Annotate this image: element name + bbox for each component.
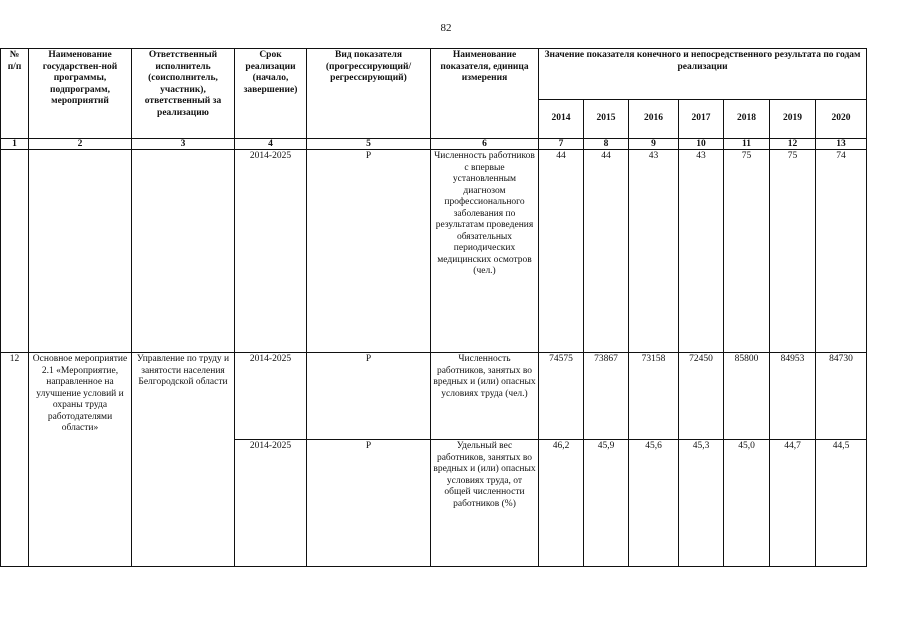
row-value: 75 [724,150,770,353]
row-value: 43 [679,150,724,353]
col-number: 5 [307,139,431,150]
row-value: 84953 [770,353,816,440]
row-value: 44,5 [816,440,867,567]
row-name [29,150,132,353]
header-indicator: Наименование показателя, единица измерения [431,49,539,139]
row-value: 45,0 [724,440,770,567]
header-year: 2020 [816,100,867,139]
row-term: 2014-2025 [235,150,307,353]
header-responsible: Ответственный исполнитель (соисполнитель, участник), ответственный за реализацию [132,49,235,139]
col-number: 1 [1,139,29,150]
header-year: 2018 [724,100,770,139]
row-value: 46,2 [539,440,584,567]
row-indicator: Удельный вес работников, занятых во вредных и (или) опасных условиях труда, от общей численности работников (%) [431,440,539,567]
row-value: 75 [770,150,816,353]
header-values: Значение показателя конечного и непосредственного результата по годам реализации [539,49,867,100]
row-indicator: Численность работников, занятых во вредных и (или) опасных условиях труда (чел.) [431,353,539,440]
row-value: 44 [539,150,584,353]
header-year: 2014 [539,100,584,139]
col-number: 6 [431,139,539,150]
col-number: 12 [770,139,816,150]
header-year: 2017 [679,100,724,139]
row-term: 2014-2025 [235,353,307,440]
col-number: 3 [132,139,235,150]
row-num: 12 [1,353,29,567]
col-number: 4 [235,139,307,150]
row-value: 44 [584,150,629,353]
row-term: 2014-2025 [235,440,307,567]
header-name: Наименование государствен-ной программы, подпрограмм, мероприятий [29,49,132,139]
row-value: 43 [629,150,679,353]
col-number: 2 [29,139,132,150]
row-name: Основное мероприятие 2.1 «Мероприятие, направленное на улучшение условий и охраны труда работодателями области» [29,353,132,567]
header-year: 2016 [629,100,679,139]
row-value: 44,7 [770,440,816,567]
col-number: 7 [539,139,584,150]
row-value: 45,3 [679,440,724,567]
row-value: 74 [816,150,867,353]
col-number: 9 [629,139,679,150]
table-row [1,353,867,440]
row-value: 73867 [584,353,629,440]
row-responsible [132,150,235,353]
row-type: Р [307,150,431,353]
header-term: Срок реализации (начало, завершение) [235,49,307,139]
row-num [1,150,29,353]
col-number: 13 [816,139,867,150]
header-year: 2015 [584,100,629,139]
col-number: 8 [584,139,629,150]
header-type: Вид показателя (прогрессирующий/ регрессирующий) [307,49,431,139]
row-value: 73158 [629,353,679,440]
row-type: Р [307,440,431,567]
row-value: 45,6 [629,440,679,567]
indicator-table [0,48,867,567]
col-number: 11 [724,139,770,150]
table-row [1,150,867,353]
header-num: № п/п [1,49,29,139]
col-number: 10 [679,139,724,150]
row-indicator: Численность работников с впервые установленным диагнозом профессионального заболевания по результатам проведения обязательных периодических медицинских осмотров (чел.) [431,150,539,353]
row-value: 45,9 [584,440,629,567]
row-value: 74575 [539,353,584,440]
page-number: 82 [440,22,452,34]
row-value: 84730 [816,353,867,440]
row-responsible: Управление по труду и занятости населения Белгородской области [132,353,235,567]
header-year: 2019 [770,100,816,139]
row-type: Р [307,353,431,440]
row-value: 85800 [724,353,770,440]
row-value: 72450 [679,353,724,440]
